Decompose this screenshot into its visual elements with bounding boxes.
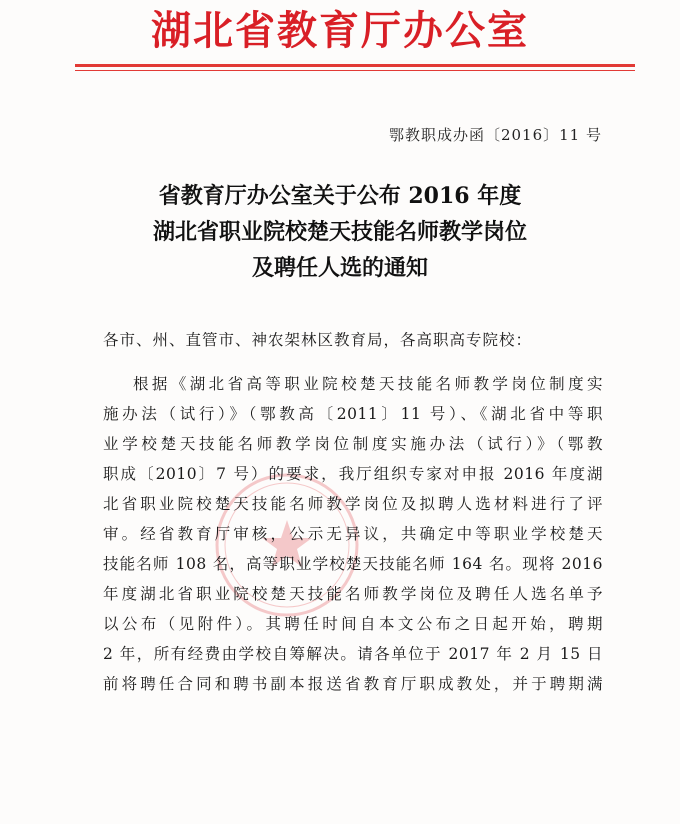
title-line-2: 湖北省职业院校楚天技能名师教学岗位 bbox=[152, 219, 527, 245]
title-line-1: 省教育厅办公室关于公布 2016 年度 bbox=[158, 183, 522, 209]
body-line: 审。经省教育厅审核，公示无异议，共确定中等职业学校楚天 bbox=[103, 525, 603, 543]
body-line: 根据《湖北省高等职业院校楚天技能名师教学岗位制度实 bbox=[133, 375, 603, 393]
body-line: 前将聘任合同和聘书副本报送省教育厅职成教处，并于聘期满 bbox=[103, 675, 603, 693]
body-line: 职成〔2010〕7 号）的要求，我厅组织专家对申报 2016 年度湖 bbox=[103, 465, 603, 483]
body-paragraph bbox=[103, 369, 603, 699]
letterhead-rule-thin bbox=[75, 70, 635, 71]
letterhead-rule-thick bbox=[75, 64, 635, 67]
body-line: 以公布（见附件）。其聘任时间自本文公布之日起开始，聘期 bbox=[103, 615, 603, 633]
body-line: 业学校楚天技能名师教学岗位制度实施办法（试行）》（鄂教 bbox=[103, 435, 603, 453]
document-number: 鄂教职成办函〔2016〕11 号 bbox=[388, 126, 602, 144]
letterhead-title: 湖北省教育厅办公室 bbox=[151, 7, 529, 54]
body-line: 2 年，所有经费由学校自筹解决。请各单位于 2017 年 2 月 15 日 bbox=[103, 645, 603, 663]
body-line: 技能名师 108 名，高等职业学校楚天技能名师 164 名。现将 2016 bbox=[103, 555, 603, 573]
body-line: 北省职业院校楚天技能名师教学岗位及拟聘人选材料进行了评 bbox=[103, 495, 603, 513]
body-line: 施办法（试行）》（鄂教高〔2011〕11 号）、《湖北省中等职 bbox=[103, 405, 603, 423]
title-line-3: 及聘任人选的通知 bbox=[251, 255, 428, 281]
addressee: 各市、州、直管市、神农架林区教育局，各高职高专院校： bbox=[103, 331, 533, 349]
body-line: 年度湖北省职业院校楚天技能名师教学岗位及聘任人选名单予 bbox=[103, 585, 603, 603]
document-title bbox=[0, 178, 680, 286]
